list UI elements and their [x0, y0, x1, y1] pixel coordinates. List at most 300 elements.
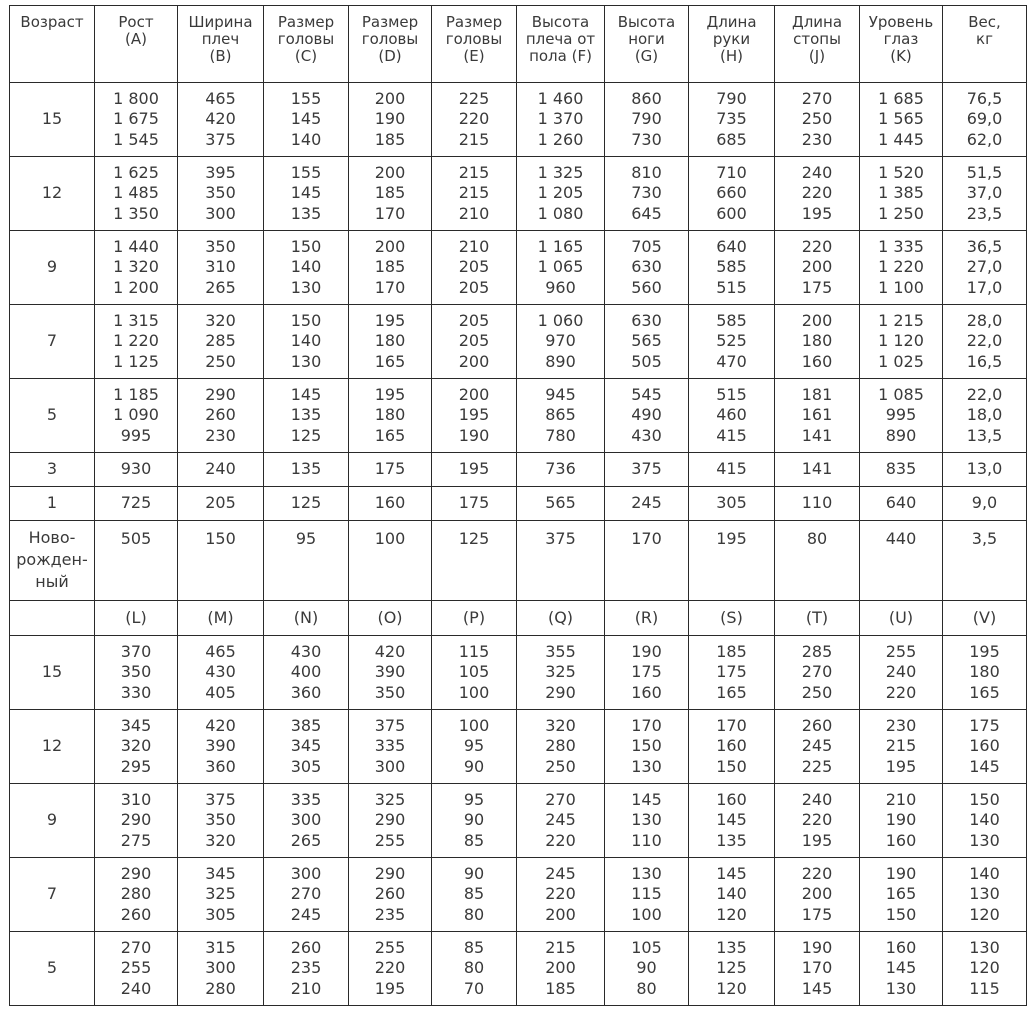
- value-cell: [689, 710, 775, 784]
- value-cell: [178, 784, 264, 858]
- cell-value: 115: [458, 641, 490, 661]
- column-letter-row: [10, 601, 1027, 636]
- cell-value: 200: [374, 88, 406, 108]
- cell-value: 140: [969, 863, 1000, 883]
- cell-value: 200: [458, 351, 490, 371]
- cell-value: 140: [716, 884, 747, 904]
- cell-value: 835: [885, 459, 917, 479]
- table-row: [10, 83, 1027, 157]
- age-cell: 15: [10, 83, 95, 157]
- cell-value: 280: [205, 978, 236, 998]
- cell-value: 710: [716, 162, 747, 182]
- value-cell: [943, 157, 1027, 231]
- cell-value: 370: [120, 641, 152, 661]
- cell-value: 970: [545, 331, 576, 351]
- value-cell: [349, 487, 432, 521]
- cell-value: 1 315: [113, 310, 159, 330]
- cell-value: 270: [545, 789, 576, 809]
- cell-value: 1 370: [537, 109, 584, 129]
- cell-value: 315: [205, 937, 236, 957]
- table-row-newborn: [10, 521, 1027, 601]
- value-cell: [517, 305, 605, 379]
- cell-value: 28,0: [966, 310, 1003, 330]
- cell-value: 345: [205, 863, 236, 883]
- value-cell: [689, 932, 775, 1006]
- cell-value: 930: [120, 459, 152, 479]
- cell-value: 210: [885, 789, 917, 809]
- cell-value: 290: [120, 810, 152, 830]
- header-foot-length: Длина стопы (J): [775, 6, 860, 83]
- cell-value: 395: [205, 162, 236, 182]
- cell-value: 545: [631, 384, 662, 404]
- cell-value: 185: [374, 129, 406, 149]
- cell-value: 105: [631, 937, 662, 957]
- cell-value: 260: [290, 937, 322, 957]
- value-cell: [689, 83, 775, 157]
- header-weight: Вес, кг: [943, 6, 1027, 83]
- value-cell: [95, 784, 178, 858]
- value-cell: [432, 932, 517, 1006]
- age-cell: 5: [10, 379, 95, 453]
- cell-value: 170: [374, 203, 406, 223]
- cell-value: 1 100: [878, 277, 924, 297]
- value-cell: [689, 858, 775, 932]
- cell-value: 415: [716, 459, 747, 479]
- cell-value: 995: [120, 425, 152, 445]
- value-cell: [860, 305, 943, 379]
- value-cell: [943, 636, 1027, 710]
- value-cell: [264, 379, 349, 453]
- cell-value: 350: [205, 183, 236, 203]
- cell-value: 1 220: [878, 257, 924, 277]
- age-cell: 5: [10, 932, 95, 1006]
- cell-value: 810: [631, 162, 662, 182]
- cell-value: 195: [969, 641, 1000, 661]
- cell-value: 70: [463, 978, 485, 998]
- cell-value: 90: [463, 756, 485, 776]
- value-cell: 170: [605, 521, 689, 601]
- value-cell: [860, 83, 943, 157]
- cell-value: 1 085: [878, 384, 924, 404]
- cell-value: 100: [458, 682, 490, 702]
- cell-value: 1 385: [878, 183, 924, 203]
- cell-value: 141: [801, 459, 833, 479]
- cell-value: 375: [631, 459, 662, 479]
- cell-value: 300: [374, 756, 406, 776]
- cell-value: 160: [374, 493, 406, 513]
- cell-value: 200: [545, 958, 576, 978]
- value-cell: [95, 83, 178, 157]
- cell-value: 140: [290, 129, 322, 149]
- column-letter: (V): [943, 601, 1027, 636]
- cell-value: 185: [374, 257, 406, 277]
- cell-value: 195: [801, 203, 833, 223]
- cell-value: 1 335: [878, 236, 924, 256]
- cell-value: 565: [545, 493, 576, 513]
- column-letter: (P): [432, 601, 517, 636]
- cell-value: 100: [458, 715, 490, 735]
- value-cell: [605, 305, 689, 379]
- table-row: [10, 231, 1027, 305]
- value-cell: [775, 636, 860, 710]
- cell-value: 200: [545, 904, 576, 924]
- value-cell: [860, 487, 943, 521]
- cell-value: 161: [801, 405, 833, 425]
- letter-row-empty-cell: [10, 601, 95, 636]
- cell-value: 385: [290, 715, 322, 735]
- cell-value: 430: [631, 425, 662, 445]
- cell-value: 140: [969, 810, 1000, 830]
- value-cell: [517, 157, 605, 231]
- table-row: [10, 157, 1027, 231]
- cell-value: 285: [205, 331, 236, 351]
- cell-value: 100: [631, 904, 662, 924]
- cell-value: 130: [631, 810, 662, 830]
- value-cell: [943, 305, 1027, 379]
- value-cell: [689, 636, 775, 710]
- cell-value: 36,5: [966, 236, 1003, 256]
- value-cell: [689, 453, 775, 487]
- value-cell: 100: [349, 521, 432, 601]
- cell-value: 190: [885, 863, 917, 883]
- cell-value: 640: [716, 236, 747, 256]
- value-cell: [264, 784, 349, 858]
- value-cell: [689, 487, 775, 521]
- cell-value: 640: [885, 493, 917, 513]
- cell-value: 255: [374, 830, 406, 850]
- value-cell: 95: [264, 521, 349, 601]
- value-cell: [860, 710, 943, 784]
- cell-value: 995: [885, 405, 917, 425]
- cell-value: 375: [205, 129, 236, 149]
- cell-value: 960: [545, 277, 576, 297]
- cell-value: 300: [205, 958, 236, 978]
- cell-value: 190: [458, 425, 490, 445]
- value-cell: [943, 858, 1027, 932]
- cell-value: 160: [885, 830, 917, 850]
- value-cell: [860, 784, 943, 858]
- cell-value: 215: [458, 183, 490, 203]
- cell-value: 215: [545, 937, 576, 957]
- cell-value: 260: [120, 904, 152, 924]
- cell-value: 185: [374, 183, 406, 203]
- cell-value: 190: [374, 109, 406, 129]
- value-cell: [95, 932, 178, 1006]
- cell-value: 730: [631, 129, 662, 149]
- value-cell: [432, 231, 517, 305]
- value-cell: [605, 453, 689, 487]
- cell-value: 85: [463, 830, 485, 850]
- value-cell: [860, 636, 943, 710]
- cell-value: 18,0: [966, 405, 1003, 425]
- value-cell: [605, 231, 689, 305]
- cell-value: 705: [631, 236, 662, 256]
- cell-value: 390: [374, 662, 406, 682]
- cell-value: 90: [636, 958, 657, 978]
- cell-value: 220: [801, 183, 833, 203]
- cell-value: 200: [801, 257, 833, 277]
- value-cell: [432, 784, 517, 858]
- value-cell: [349, 636, 432, 710]
- cell-value: 320: [205, 830, 236, 850]
- age-cell: 12: [10, 710, 95, 784]
- cell-value: 250: [545, 756, 576, 776]
- value-cell: [517, 487, 605, 521]
- cell-value: 790: [631, 109, 662, 129]
- cell-value: 1 685: [878, 88, 924, 108]
- cell-value: 195: [458, 405, 490, 425]
- table-row: [10, 305, 1027, 379]
- value-cell: [517, 231, 605, 305]
- value-cell: [432, 379, 517, 453]
- cell-value: 165: [374, 425, 406, 445]
- cell-value: 145: [290, 384, 322, 404]
- column-letter: (R): [605, 601, 689, 636]
- cell-value: 390: [205, 736, 236, 756]
- cell-value: 185: [716, 641, 747, 661]
- value-cell: [689, 157, 775, 231]
- cell-value: 420: [374, 641, 406, 661]
- cell-value: 890: [885, 425, 917, 445]
- value-cell: [517, 932, 605, 1006]
- cell-value: 215: [885, 736, 917, 756]
- value-cell: [517, 710, 605, 784]
- value-cell: [860, 231, 943, 305]
- cell-value: 190: [885, 810, 917, 830]
- cell-value: 255: [374, 937, 406, 957]
- cell-value: 1 460: [537, 88, 584, 108]
- cell-value: 470: [716, 351, 747, 371]
- cell-value: 360: [205, 756, 236, 776]
- cell-value: 860: [631, 88, 662, 108]
- cell-value: 730: [631, 183, 662, 203]
- cell-value: 130: [969, 830, 1000, 850]
- cell-value: 13,5: [966, 425, 1003, 445]
- cell-value: 400: [290, 662, 322, 682]
- value-cell: [264, 231, 349, 305]
- header-row: [10, 6, 1027, 83]
- cell-value: 335: [374, 736, 406, 756]
- value-cell: [264, 636, 349, 710]
- cell-value: 220: [801, 236, 833, 256]
- value-cell: [689, 784, 775, 858]
- cell-value: 165: [716, 682, 747, 702]
- cell-value: 115: [969, 978, 1000, 998]
- cell-value: 250: [801, 682, 833, 702]
- cell-value: 215: [458, 129, 490, 149]
- cell-value: 150: [290, 310, 322, 330]
- cell-value: 141: [801, 425, 833, 445]
- cell-value: 130: [969, 937, 1000, 957]
- column-letter: (N): [264, 601, 349, 636]
- cell-value: 780: [545, 425, 576, 445]
- cell-value: 515: [716, 277, 747, 297]
- cell-value: 180: [801, 331, 833, 351]
- cell-value: 350: [205, 236, 236, 256]
- cell-value: 160: [801, 351, 833, 371]
- table-row: [10, 636, 1027, 710]
- cell-value: 160: [631, 682, 662, 702]
- cell-value: 190: [631, 641, 662, 661]
- table-row: [10, 932, 1027, 1006]
- value-cell: [178, 487, 264, 521]
- value-cell: [689, 305, 775, 379]
- cell-value: 260: [374, 884, 406, 904]
- value-cell: [605, 932, 689, 1006]
- cell-value: 265: [205, 277, 236, 297]
- value-cell: [432, 157, 517, 231]
- cell-value: 305: [290, 756, 322, 776]
- cell-value: 130: [290, 351, 322, 371]
- table-row: [10, 453, 1027, 487]
- value-cell: 3,5: [943, 521, 1027, 601]
- value-cell: 505: [95, 521, 178, 601]
- cell-value: 135: [290, 459, 322, 479]
- cell-value: 17,0: [966, 277, 1003, 297]
- cell-value: 205: [458, 310, 490, 330]
- cell-value: 350: [120, 662, 152, 682]
- age-cell: 1: [10, 487, 95, 521]
- cell-value: 195: [801, 830, 833, 850]
- column-letter: (S): [689, 601, 775, 636]
- cell-value: 1 545: [113, 129, 159, 149]
- cell-value: 37,0: [966, 183, 1003, 203]
- cell-value: 140: [290, 257, 322, 277]
- cell-value: 220: [545, 830, 576, 850]
- value-cell: [605, 487, 689, 521]
- value-cell: [264, 453, 349, 487]
- cell-value: 1 565: [878, 109, 924, 129]
- value-cell: [349, 305, 432, 379]
- cell-value: 120: [969, 904, 1000, 924]
- cell-value: 120: [716, 978, 747, 998]
- cell-value: 210: [458, 203, 490, 223]
- header-leg-height: Высота ноги (G): [605, 6, 689, 83]
- value-cell: 150: [178, 521, 264, 601]
- cell-value: 120: [969, 958, 1000, 978]
- cell-value: 245: [631, 493, 662, 513]
- cell-value: 1 090: [113, 405, 159, 425]
- cell-value: 155: [290, 88, 322, 108]
- value-cell: 440: [860, 521, 943, 601]
- value-cell: [178, 636, 264, 710]
- value-cell: [860, 858, 943, 932]
- cell-value: 565: [631, 331, 662, 351]
- cell-value: 245: [545, 863, 576, 883]
- age-cell: 9: [10, 231, 95, 305]
- cell-value: 345: [290, 736, 322, 756]
- cell-value: 160: [885, 937, 917, 957]
- cell-value: 230: [801, 129, 833, 149]
- cell-value: 350: [205, 810, 236, 830]
- cell-value: 175: [631, 662, 662, 682]
- cell-value: 220: [801, 863, 833, 883]
- cell-value: 465: [205, 641, 236, 661]
- cell-value: 175: [374, 459, 406, 479]
- cell-value: 175: [969, 715, 1000, 735]
- cell-value: 210: [458, 236, 490, 256]
- header-shoulder-height: Высота плеча от пола (F): [517, 6, 605, 83]
- cell-value: 95: [463, 736, 485, 756]
- cell-value: 135: [716, 830, 747, 850]
- cell-value: 415: [716, 425, 747, 445]
- cell-value: 1 350: [113, 203, 159, 223]
- cell-value: 420: [205, 109, 236, 129]
- value-cell: [178, 231, 264, 305]
- value-cell: [178, 932, 264, 1006]
- age-cell: 12: [10, 157, 95, 231]
- cell-value: 145: [290, 109, 322, 129]
- cell-value: 170: [716, 715, 747, 735]
- cell-value: 1 260: [537, 129, 584, 149]
- cell-value: 90: [463, 810, 485, 830]
- value-cell: [178, 710, 264, 784]
- cell-value: 51,5: [966, 162, 1003, 182]
- cell-value: 175: [716, 662, 747, 682]
- value-cell: [943, 83, 1027, 157]
- cell-value: 230: [205, 425, 236, 445]
- cell-value: 290: [120, 863, 152, 883]
- value-cell: [432, 710, 517, 784]
- cell-value: 150: [885, 904, 917, 924]
- value-cell: [689, 379, 775, 453]
- header-head-size-c: Размер головы (C): [264, 6, 349, 83]
- cell-value: 890: [545, 351, 576, 371]
- cell-value: 270: [801, 662, 833, 682]
- value-cell: [264, 858, 349, 932]
- cell-value: 165: [374, 351, 406, 371]
- cell-value: 145: [716, 863, 747, 883]
- value-cell: [943, 453, 1027, 487]
- column-letter: (O): [349, 601, 432, 636]
- cell-value: 205: [458, 257, 490, 277]
- cell-value: 160: [969, 736, 1000, 756]
- cell-value: 285: [801, 641, 833, 661]
- cell-value: 560: [631, 277, 662, 297]
- value-cell: [775, 858, 860, 932]
- cell-value: 145: [885, 958, 917, 978]
- cell-value: 200: [458, 384, 490, 404]
- cell-value: 465: [205, 88, 236, 108]
- cell-value: 275: [120, 830, 152, 850]
- cell-value: 16,5: [966, 351, 1003, 371]
- value-cell: [95, 858, 178, 932]
- cell-value: 181: [801, 384, 833, 404]
- cell-value: 375: [374, 715, 406, 735]
- cell-value: 1 080: [537, 203, 584, 223]
- age-cell: 15: [10, 636, 95, 710]
- header-age: Возраст: [10, 6, 95, 83]
- cell-value: 120: [716, 904, 747, 924]
- cell-value: 280: [545, 736, 576, 756]
- cell-value: 85: [463, 937, 485, 957]
- value-cell: [860, 932, 943, 1006]
- value-cell: [775, 710, 860, 784]
- header-eye-level: Уровень глаз (K): [860, 6, 943, 83]
- cell-value: 22,0: [966, 331, 1003, 351]
- value-cell: [349, 379, 432, 453]
- value-cell: [349, 157, 432, 231]
- cell-value: 230: [885, 715, 917, 735]
- value-cell: [775, 83, 860, 157]
- cell-value: 76,5: [966, 88, 1003, 108]
- cell-value: 135: [290, 203, 322, 223]
- cell-value: 250: [801, 109, 833, 129]
- cell-value: 240: [885, 662, 917, 682]
- cell-value: 1 205: [537, 183, 584, 203]
- cell-value: 1 125: [113, 351, 159, 371]
- cell-value: 490: [631, 405, 662, 425]
